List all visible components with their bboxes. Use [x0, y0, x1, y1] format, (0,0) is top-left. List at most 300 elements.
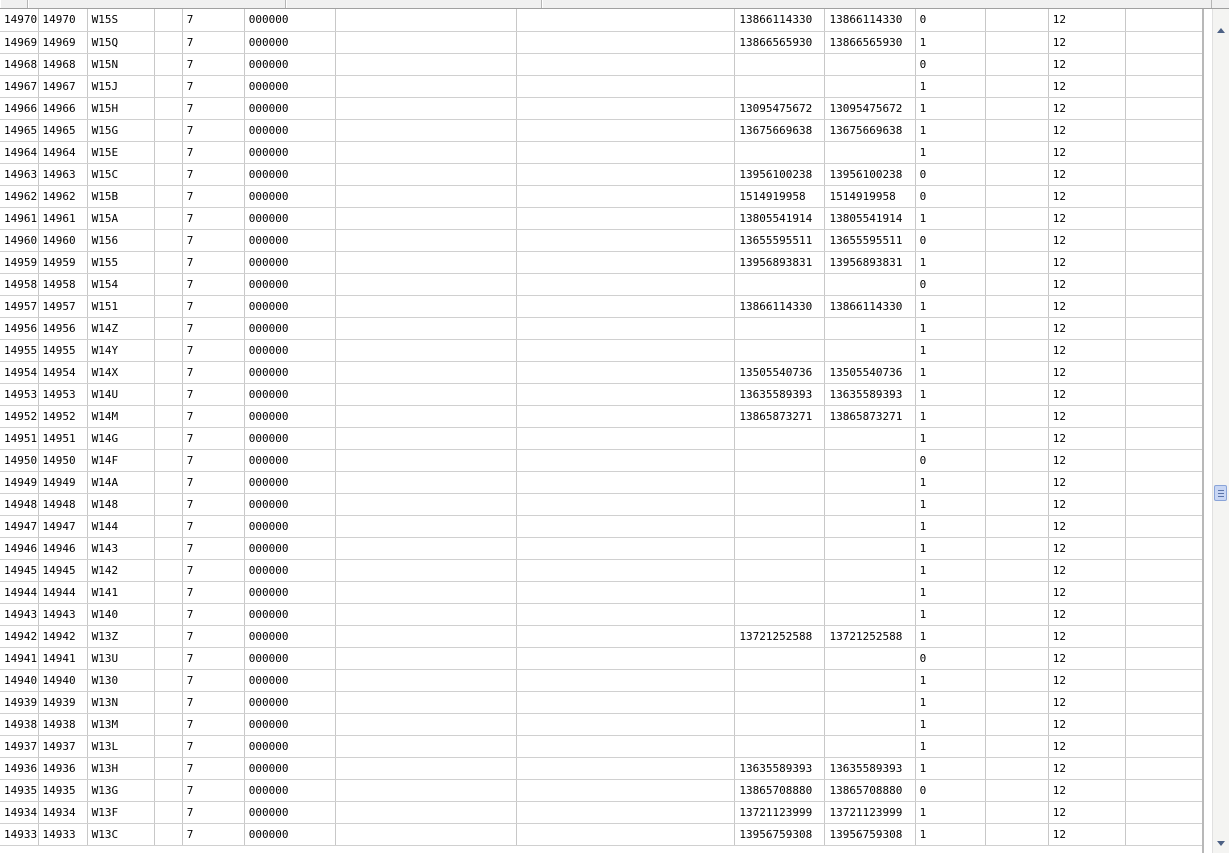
table-cell[interactable] [517, 691, 735, 713]
table-cell[interactable] [985, 713, 1048, 735]
table-cell[interactable] [517, 713, 735, 735]
table-cell[interactable]: 7 [182, 801, 244, 823]
table-cell[interactable] [1125, 493, 1203, 515]
table-cell[interactable]: 12 [1048, 75, 1125, 97]
table-cell[interactable]: 7 [182, 207, 244, 229]
table-row[interactable] [0, 581, 1204, 603]
table-cell[interactable] [985, 9, 1048, 31]
table-cell[interactable] [735, 581, 825, 603]
table-cell[interactable]: 7 [182, 647, 244, 669]
table-cell[interactable] [985, 75, 1048, 97]
table-cell[interactable]: 000000 [244, 779, 335, 801]
header-segment[interactable] [542, 0, 1212, 8]
table-cell[interactable]: 13635589393 [825, 383, 915, 405]
table-row[interactable] [0, 75, 1204, 97]
table-cell[interactable] [1125, 779, 1203, 801]
table-cell[interactable] [154, 625, 182, 647]
table-cell[interactable] [335, 625, 516, 647]
table-cell[interactable] [735, 691, 825, 713]
table-cell[interactable] [825, 493, 915, 515]
table-cell[interactable]: 0 [915, 647, 985, 669]
table-cell[interactable] [517, 119, 735, 141]
table-cell[interactable] [335, 9, 516, 31]
table-cell[interactable]: 12 [1048, 735, 1125, 757]
table-cell[interactable]: 7 [182, 735, 244, 757]
table-cell[interactable] [154, 383, 182, 405]
table-cell[interactable] [735, 339, 825, 361]
table-cell[interactable]: W13C [87, 823, 154, 845]
table-cell[interactable]: 0 [915, 229, 985, 251]
table-cell[interactable]: 000000 [244, 625, 335, 647]
table-cell[interactable]: 14957 [0, 295, 38, 317]
table-cell[interactable] [335, 163, 516, 185]
table-cell[interactable] [517, 537, 735, 559]
table-cell[interactable] [985, 801, 1048, 823]
table-row[interactable] [0, 471, 1204, 493]
table-cell[interactable] [335, 207, 516, 229]
table-cell[interactable]: 13721252588 [735, 625, 825, 647]
table-cell[interactable] [517, 53, 735, 75]
table-cell[interactable]: 12 [1048, 119, 1125, 141]
table-cell[interactable] [1125, 713, 1203, 735]
table-cell[interactable] [154, 207, 182, 229]
table-row[interactable] [0, 383, 1204, 405]
table-cell[interactable] [735, 493, 825, 515]
table-cell[interactable] [1125, 273, 1203, 295]
table-cell[interactable]: 12 [1048, 625, 1125, 647]
table-cell[interactable] [335, 801, 516, 823]
table-cell[interactable]: W13U [87, 647, 154, 669]
table-cell[interactable] [1125, 449, 1203, 471]
table-cell[interactable]: 1 [915, 471, 985, 493]
table-row[interactable] [0, 207, 1204, 229]
table-cell[interactable] [985, 647, 1048, 669]
table-cell[interactable] [517, 251, 735, 273]
table-cell[interactable] [825, 53, 915, 75]
table-cell[interactable]: 0 [915, 273, 985, 295]
table-cell[interactable]: 12 [1048, 53, 1125, 75]
table-cell[interactable]: 12 [1048, 97, 1125, 119]
table-cell[interactable]: 7 [182, 537, 244, 559]
table-cell[interactable]: 14970 [38, 9, 87, 31]
table-cell[interactable]: 7 [182, 317, 244, 339]
table-cell[interactable] [825, 449, 915, 471]
table-cell[interactable] [1125, 625, 1203, 647]
table-cell[interactable]: 1 [915, 757, 985, 779]
table-row[interactable] [0, 647, 1204, 669]
table-cell[interactable] [825, 559, 915, 581]
table-row[interactable] [0, 691, 1204, 713]
table-cell[interactable] [154, 119, 182, 141]
table-cell[interactable]: 13866114330 [735, 295, 825, 317]
table-cell[interactable]: 14953 [0, 383, 38, 405]
table-cell[interactable] [985, 603, 1048, 625]
table-cell[interactable] [825, 647, 915, 669]
table-cell[interactable] [1125, 97, 1203, 119]
table-cell[interactable] [735, 273, 825, 295]
table-cell[interactable] [517, 603, 735, 625]
table-cell[interactable]: 000000 [244, 383, 335, 405]
table-cell[interactable]: W14M [87, 405, 154, 427]
table-cell[interactable] [154, 273, 182, 295]
table-cell[interactable]: 12 [1048, 471, 1125, 493]
table-cell[interactable] [985, 119, 1048, 141]
header-segment[interactable] [286, 0, 542, 8]
table-cell[interactable]: W14G [87, 427, 154, 449]
table-cell[interactable]: W13Z [87, 625, 154, 647]
table-cell[interactable]: 1 [915, 735, 985, 757]
table-cell[interactable] [825, 317, 915, 339]
table-cell[interactable]: 13635589393 [735, 383, 825, 405]
table-cell[interactable]: 13635589393 [735, 757, 825, 779]
table-cell[interactable]: 000000 [244, 141, 335, 163]
table-cell[interactable]: 14934 [0, 801, 38, 823]
table-cell[interactable]: 14956 [0, 317, 38, 339]
table-cell[interactable]: 7 [182, 581, 244, 603]
table-cell[interactable]: 1 [915, 405, 985, 427]
table-cell[interactable]: 1 [915, 317, 985, 339]
table-cell[interactable]: 12 [1048, 449, 1125, 471]
table-cell[interactable]: W15S [87, 9, 154, 31]
table-cell[interactable] [517, 559, 735, 581]
table-cell[interactable] [154, 713, 182, 735]
table-cell[interactable]: 000000 [244, 823, 335, 845]
table-cell[interactable] [1125, 581, 1203, 603]
table-cell[interactable]: 14959 [38, 251, 87, 273]
table-cell[interactable] [154, 185, 182, 207]
table-cell[interactable] [154, 361, 182, 383]
table-cell[interactable] [1125, 119, 1203, 141]
table-cell[interactable]: W13L [87, 735, 154, 757]
table-cell[interactable]: 12 [1048, 31, 1125, 53]
table-row[interactable] [0, 229, 1204, 251]
table-cell[interactable]: W14A [87, 471, 154, 493]
table-cell[interactable]: 14969 [0, 31, 38, 53]
table-cell[interactable]: 14938 [0, 713, 38, 735]
table-cell[interactable] [1125, 75, 1203, 97]
table-cell[interactable]: 12 [1048, 603, 1125, 625]
table-cell[interactable]: 7 [182, 141, 244, 163]
table-row[interactable] [0, 515, 1204, 537]
table-cell[interactable] [335, 97, 516, 119]
table-cell[interactable] [1125, 471, 1203, 493]
table-cell[interactable]: 13956100238 [825, 163, 915, 185]
table-cell[interactable] [1125, 537, 1203, 559]
table-cell[interactable] [825, 273, 915, 295]
table-row[interactable] [0, 757, 1204, 779]
table-cell[interactable] [154, 427, 182, 449]
table-cell[interactable]: 14952 [38, 405, 87, 427]
scroll-down-arrow-icon[interactable] [1214, 836, 1229, 851]
table-cell[interactable]: 000000 [244, 31, 335, 53]
table-cell[interactable] [735, 515, 825, 537]
table-cell[interactable] [517, 581, 735, 603]
table-row[interactable] [0, 97, 1204, 119]
table-cell[interactable]: 000000 [244, 647, 335, 669]
table-cell[interactable] [517, 97, 735, 119]
table-cell[interactable]: 13865873271 [735, 405, 825, 427]
table-cell[interactable]: 14954 [38, 361, 87, 383]
table-cell[interactable]: 12 [1048, 559, 1125, 581]
table-cell[interactable]: 14968 [0, 53, 38, 75]
table-cell[interactable]: 12 [1048, 537, 1125, 559]
table-cell[interactable] [335, 75, 516, 97]
table-cell[interactable] [735, 713, 825, 735]
table-cell[interactable]: 1 [915, 713, 985, 735]
table-cell[interactable] [517, 229, 735, 251]
table-cell[interactable]: 000000 [244, 427, 335, 449]
table-cell[interactable]: 14962 [38, 185, 87, 207]
table-cell[interactable]: W15E [87, 141, 154, 163]
table-cell[interactable] [517, 295, 735, 317]
table-cell[interactable]: 14944 [38, 581, 87, 603]
table-cell[interactable] [1125, 141, 1203, 163]
table-cell[interactable] [517, 471, 735, 493]
table-cell[interactable]: W154 [87, 273, 154, 295]
table-cell[interactable] [735, 669, 825, 691]
table-cell[interactable]: 7 [182, 251, 244, 273]
table-cell[interactable] [985, 31, 1048, 53]
table-row[interactable] [0, 559, 1204, 581]
table-cell[interactable]: 1 [915, 603, 985, 625]
table-cell[interactable]: 0 [915, 449, 985, 471]
table-row[interactable] [0, 339, 1204, 361]
table-cell[interactable] [335, 361, 516, 383]
scroll-up-arrow-icon[interactable] [1214, 24, 1229, 39]
table-cell[interactable]: 14940 [0, 669, 38, 691]
table-cell[interactable]: 13805541914 [735, 207, 825, 229]
table-cell[interactable]: 13865873271 [825, 405, 915, 427]
table-cell[interactable] [985, 207, 1048, 229]
table-cell[interactable] [517, 339, 735, 361]
table-cell[interactable]: W15B [87, 185, 154, 207]
table-row[interactable] [0, 317, 1204, 339]
table-row[interactable] [0, 493, 1204, 515]
table-cell[interactable] [154, 251, 182, 273]
table-cell[interactable]: 000000 [244, 361, 335, 383]
table-cell[interactable]: 12 [1048, 647, 1125, 669]
table-cell[interactable]: 14942 [38, 625, 87, 647]
table-cell[interactable] [825, 515, 915, 537]
table-cell[interactable]: 7 [182, 229, 244, 251]
table-cell[interactable] [517, 823, 735, 845]
table-cell[interactable]: 13956893831 [825, 251, 915, 273]
table-cell[interactable] [1125, 427, 1203, 449]
table-cell[interactable]: 000000 [244, 75, 335, 97]
table-cell[interactable]: W13G [87, 779, 154, 801]
table-cell[interactable] [154, 779, 182, 801]
table-cell[interactable]: 14933 [0, 823, 38, 845]
table-cell[interactable] [154, 405, 182, 427]
table-cell[interactable]: 14945 [38, 559, 87, 581]
table-cell[interactable]: 1 [915, 669, 985, 691]
table-cell[interactable]: 000000 [244, 471, 335, 493]
table-cell[interactable] [985, 339, 1048, 361]
table-cell[interactable] [1125, 361, 1203, 383]
table-cell[interactable]: 1 [915, 427, 985, 449]
table-cell[interactable]: 000000 [244, 273, 335, 295]
table-cell[interactable] [517, 427, 735, 449]
table-cell[interactable] [825, 427, 915, 449]
table-cell[interactable]: 14948 [38, 493, 87, 515]
table-cell[interactable]: 14955 [38, 339, 87, 361]
table-cell[interactable]: 14946 [38, 537, 87, 559]
table-cell[interactable]: 14933 [38, 823, 87, 845]
table-cell[interactable] [985, 735, 1048, 757]
table-cell[interactable]: 13675669638 [735, 119, 825, 141]
table-cell[interactable]: 14968 [38, 53, 87, 75]
table-cell[interactable]: 14957 [38, 295, 87, 317]
table-cell[interactable]: 000000 [244, 515, 335, 537]
table-cell[interactable]: 1 [915, 339, 985, 361]
table-cell[interactable] [335, 141, 516, 163]
table-cell[interactable]: 14962 [0, 185, 38, 207]
table-cell[interactable] [335, 559, 516, 581]
table-cell[interactable]: 7 [182, 691, 244, 713]
table-cell[interactable]: 14937 [0, 735, 38, 757]
table-cell[interactable]: 7 [182, 119, 244, 141]
table-cell[interactable]: 14963 [0, 163, 38, 185]
table-cell[interactable]: 13635589393 [825, 757, 915, 779]
table-cell[interactable]: 7 [182, 757, 244, 779]
table-cell[interactable] [517, 669, 735, 691]
table-cell[interactable] [1125, 383, 1203, 405]
table-cell[interactable]: W140 [87, 603, 154, 625]
table-cell[interactable]: 1 [915, 31, 985, 53]
table-cell[interactable]: 13721123999 [735, 801, 825, 823]
table-cell[interactable]: W13M [87, 713, 154, 735]
table-row[interactable] [0, 823, 1204, 845]
table-cell[interactable]: W15J [87, 75, 154, 97]
table-cell[interactable]: 12 [1048, 229, 1125, 251]
table-cell[interactable] [1125, 647, 1203, 669]
table-cell[interactable]: 1 [915, 295, 985, 317]
table-row[interactable] [0, 141, 1204, 163]
table-cell[interactable]: 14949 [38, 471, 87, 493]
table-cell[interactable] [154, 295, 182, 317]
table-cell[interactable] [1125, 339, 1203, 361]
table-cell[interactable]: 1 [915, 207, 985, 229]
table-cell[interactable] [825, 603, 915, 625]
table-cell[interactable] [1125, 823, 1203, 845]
table-cell[interactable]: 13866114330 [825, 295, 915, 317]
table-cell[interactable]: 14955 [0, 339, 38, 361]
table-cell[interactable] [154, 449, 182, 471]
table-row[interactable] [0, 625, 1204, 647]
table-cell[interactable]: 12 [1048, 581, 1125, 603]
table-row[interactable] [0, 779, 1204, 801]
table-cell[interactable] [517, 9, 735, 31]
table-cell[interactable] [335, 493, 516, 515]
table-cell[interactable] [517, 75, 735, 97]
table-cell[interactable]: 12 [1048, 339, 1125, 361]
table-cell[interactable]: 000000 [244, 801, 335, 823]
table-cell[interactable] [154, 581, 182, 603]
table-row[interactable] [0, 603, 1204, 625]
table-cell[interactable] [825, 75, 915, 97]
table-cell[interactable]: 13095475672 [735, 97, 825, 119]
table-cell[interactable] [1125, 317, 1203, 339]
table-cell[interactable] [154, 9, 182, 31]
table-cell[interactable]: 14937 [38, 735, 87, 757]
table-cell[interactable] [735, 559, 825, 581]
table-cell[interactable]: 000000 [244, 581, 335, 603]
table-row[interactable] [0, 163, 1204, 185]
table-cell[interactable] [1125, 53, 1203, 75]
table-cell[interactable]: 14935 [0, 779, 38, 801]
table-cell[interactable] [335, 449, 516, 471]
table-row[interactable] [0, 537, 1204, 559]
table-cell[interactable] [985, 295, 1048, 317]
table-cell[interactable] [335, 383, 516, 405]
table-cell[interactable]: W148 [87, 493, 154, 515]
table-cell[interactable]: 14967 [38, 75, 87, 97]
table-cell[interactable]: 000000 [244, 449, 335, 471]
table-cell[interactable]: W15C [87, 163, 154, 185]
table-row[interactable] [0, 273, 1204, 295]
table-cell[interactable] [335, 31, 516, 53]
table-cell[interactable] [517, 361, 735, 383]
scroll-thumb[interactable] [1214, 485, 1227, 501]
table-cell[interactable] [1125, 405, 1203, 427]
table-cell[interactable] [985, 449, 1048, 471]
table-cell[interactable]: 14950 [38, 449, 87, 471]
table-cell[interactable]: 13721252588 [825, 625, 915, 647]
table-cell[interactable]: 7 [182, 383, 244, 405]
table-cell[interactable]: 14934 [38, 801, 87, 823]
table-cell[interactable]: 12 [1048, 185, 1125, 207]
table-cell[interactable]: 13865708880 [825, 779, 915, 801]
table-cell[interactable] [985, 823, 1048, 845]
table-cell[interactable] [154, 691, 182, 713]
table-cell[interactable] [825, 691, 915, 713]
table-cell[interactable]: 13866114330 [735, 9, 825, 31]
table-cell[interactable] [335, 537, 516, 559]
table-cell[interactable]: 000000 [244, 735, 335, 757]
table-cell[interactable]: 1 [915, 251, 985, 273]
table-cell[interactable] [825, 471, 915, 493]
header-segment[interactable] [28, 0, 286, 8]
table-cell[interactable]: 14943 [0, 603, 38, 625]
table-cell[interactable]: 000000 [244, 53, 335, 75]
table-cell[interactable]: 14967 [0, 75, 38, 97]
table-cell[interactable]: 7 [182, 713, 244, 735]
table-cell[interactable] [517, 779, 735, 801]
table-cell[interactable] [985, 757, 1048, 779]
table-cell[interactable]: 000000 [244, 603, 335, 625]
table-row[interactable] [0, 713, 1204, 735]
table-cell[interactable]: 13095475672 [825, 97, 915, 119]
table-cell[interactable]: 14964 [0, 141, 38, 163]
table-cell[interactable] [985, 383, 1048, 405]
table-cell[interactable]: 13956759308 [735, 823, 825, 845]
table-cell[interactable]: 0 [915, 53, 985, 75]
table-cell[interactable]: W151 [87, 295, 154, 317]
table-cell[interactable]: 14936 [0, 757, 38, 779]
table-cell[interactable] [335, 339, 516, 361]
table-cell[interactable] [154, 229, 182, 251]
table-cell[interactable]: 14940 [38, 669, 87, 691]
table-row[interactable] [0, 251, 1204, 273]
table-cell[interactable] [1125, 735, 1203, 757]
table-cell[interactable]: 000000 [244, 9, 335, 31]
table-cell[interactable]: 13505540736 [825, 361, 915, 383]
table-cell[interactable] [825, 141, 915, 163]
table-cell[interactable] [735, 537, 825, 559]
table-cell[interactable]: 000000 [244, 537, 335, 559]
table-cell[interactable] [517, 383, 735, 405]
table-cell[interactable] [985, 185, 1048, 207]
